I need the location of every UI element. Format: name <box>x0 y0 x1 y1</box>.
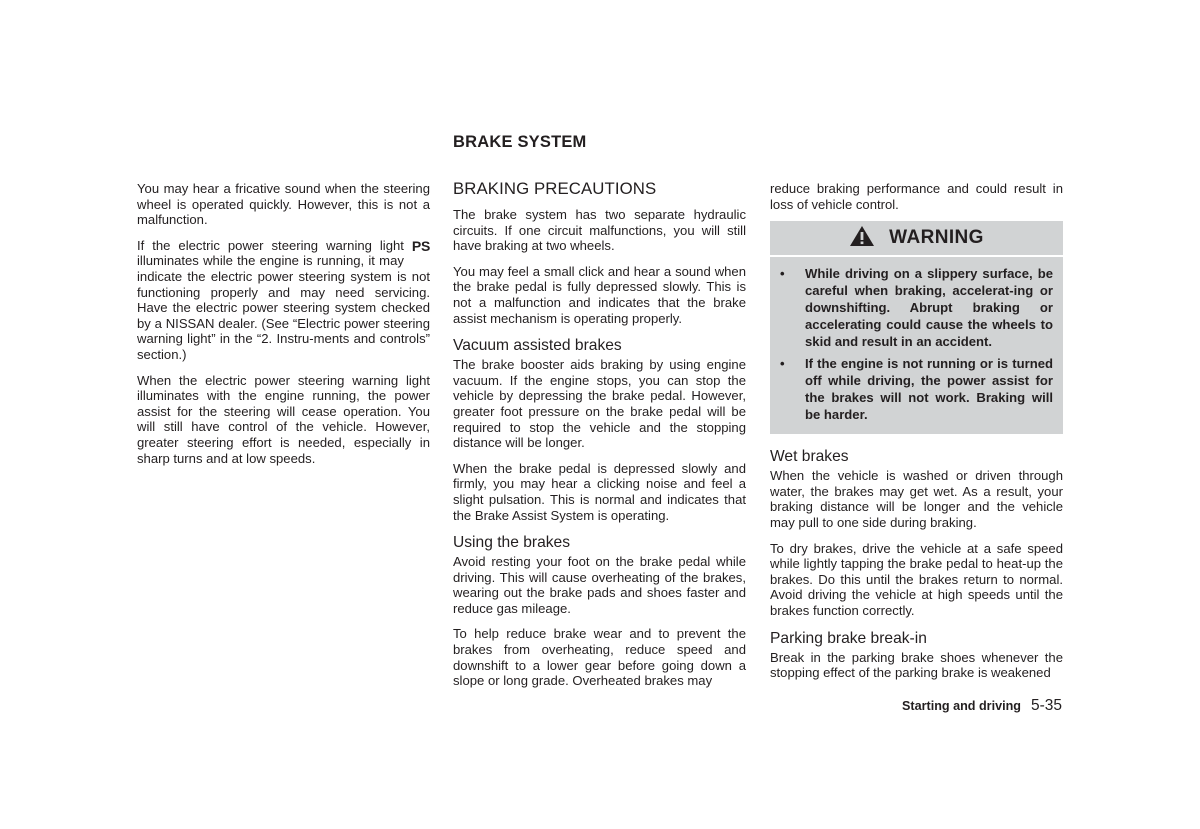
warning-item-text: If the engine is not running or is turned off while driving, the power assist for the brakes will not work. Braking will be harder. <box>805 356 1053 423</box>
wet-brakes-heading: Wet brakes <box>770 448 849 466</box>
paragraph: Break in the parking brake shoes whenever the stopping effect of the parking brake is weakened <box>770 649 1063 681</box>
page-number: 5-35 <box>1030 697 1062 714</box>
warning-item <box>780 355 1053 423</box>
paragraph: reduce braking performance and could result in loss of vehicle control. <box>770 181 1063 212</box>
column-left <box>137 181 430 476</box>
paragraph: To dry brakes, drive the vehicle at a safe speed while lightly tapping the brake pedal to heat-up the brakes. Do this until the brakes return to normal. Avoid driving the vehicle at high speeds until the brakes function correctly. <box>770 540 1063 618</box>
paragraph: Avoid resting your foot on the brake pedal while driving. This will cause overheating of the brakes, wearing out the brake pads and shoes faster and reduce gas mileage. <box>453 554 746 616</box>
paragraph: When the vehicle is washed or driven through water, the brakes may get wet. As a result, your braking distance will be longer and the vehicle may pull to one side during braking. <box>770 468 1063 530</box>
paragraph <box>137 238 430 363</box>
warning-box <box>770 221 1063 434</box>
page-footer <box>902 697 1062 715</box>
warning-list <box>780 265 1053 423</box>
paragraph: The brake booster aids braking by using engine vacuum. If the engine stops, you can stop the vehicle by depressing the brake pedal. However, greater foot pressure on the brake pedal will be required to stop the vehicle and the stopping distance will be longer. <box>453 357 746 451</box>
warning-title: WARNING <box>889 227 984 249</box>
section-title: BRAKE SYSTEM <box>453 133 587 151</box>
paragraph: You may hear a fricative sound when the steering wheel is operated quickly. However, this is not a malfunction. <box>137 181 430 228</box>
paragraph-text: If the electric power steering warning light illuminates while the engine is running, it may indicate the electric power steering system is not functioning properly and may need servicing. Have the electric power steering system checked by a NISSAN dealer. (See “Electric power steering warning light” in the “2. Instru-ments and controls” section.) <box>137 237 430 362</box>
paragraph: The brake system has two separate hydraulic circuits. If one circuit malfunctions, you will still have braking at two wheels. <box>453 207 746 254</box>
warning-item <box>780 265 1053 350</box>
paragraph: You may feel a small click and hear a sound when the brake pedal is fully depressed slowly. This is not a malfunction and indicates that the brake assist mechanism is operating properly. <box>453 263 746 326</box>
warning-item-text: While driving on a slippery surface, be careful when braking, accelerat-ing or downshifting. Abrupt braking or accelerating could cause the wheels to skid and result in an accident. <box>805 266 1053 350</box>
paragraph: When the brake pedal is depressed slowly and firmly, you may hear a clicking noise and feel a slight pulsation. This is normal and indicates that the Brake Assist System is operating. <box>453 460 746 523</box>
column-middle <box>453 207 746 699</box>
power-steering-warning-icon: PS <box>411 237 430 254</box>
column-right <box>770 181 1063 691</box>
paragraph: When the electric power steering warning light illuminates with the engine running, the power assist for the steering will cease operation. You will still have control of the vehicle. However, greater steering effort is needed, especially in sharp turns and at low speeds. <box>137 372 430 466</box>
parking-brake-heading: Parking brake break-in <box>770 629 927 647</box>
bullet: • <box>780 356 785 372</box>
warning-header <box>770 221 1063 257</box>
vacuum-brakes-heading: Vacuum assisted brakes <box>453 337 622 355</box>
bullet: • <box>780 266 785 282</box>
braking-precautions-heading: BRAKING PRECAUTIONS <box>453 179 657 198</box>
warning-triangle-icon <box>849 225 875 251</box>
using-brakes-heading: Using the brakes <box>453 534 571 552</box>
footer-section-label: Starting and driving <box>902 699 1021 713</box>
paragraph: To help reduce brake wear and to prevent the brakes from overheating, reduce speed and downshift to a lower gear before going down a slope or long grade. Overheated brakes may <box>453 626 746 689</box>
